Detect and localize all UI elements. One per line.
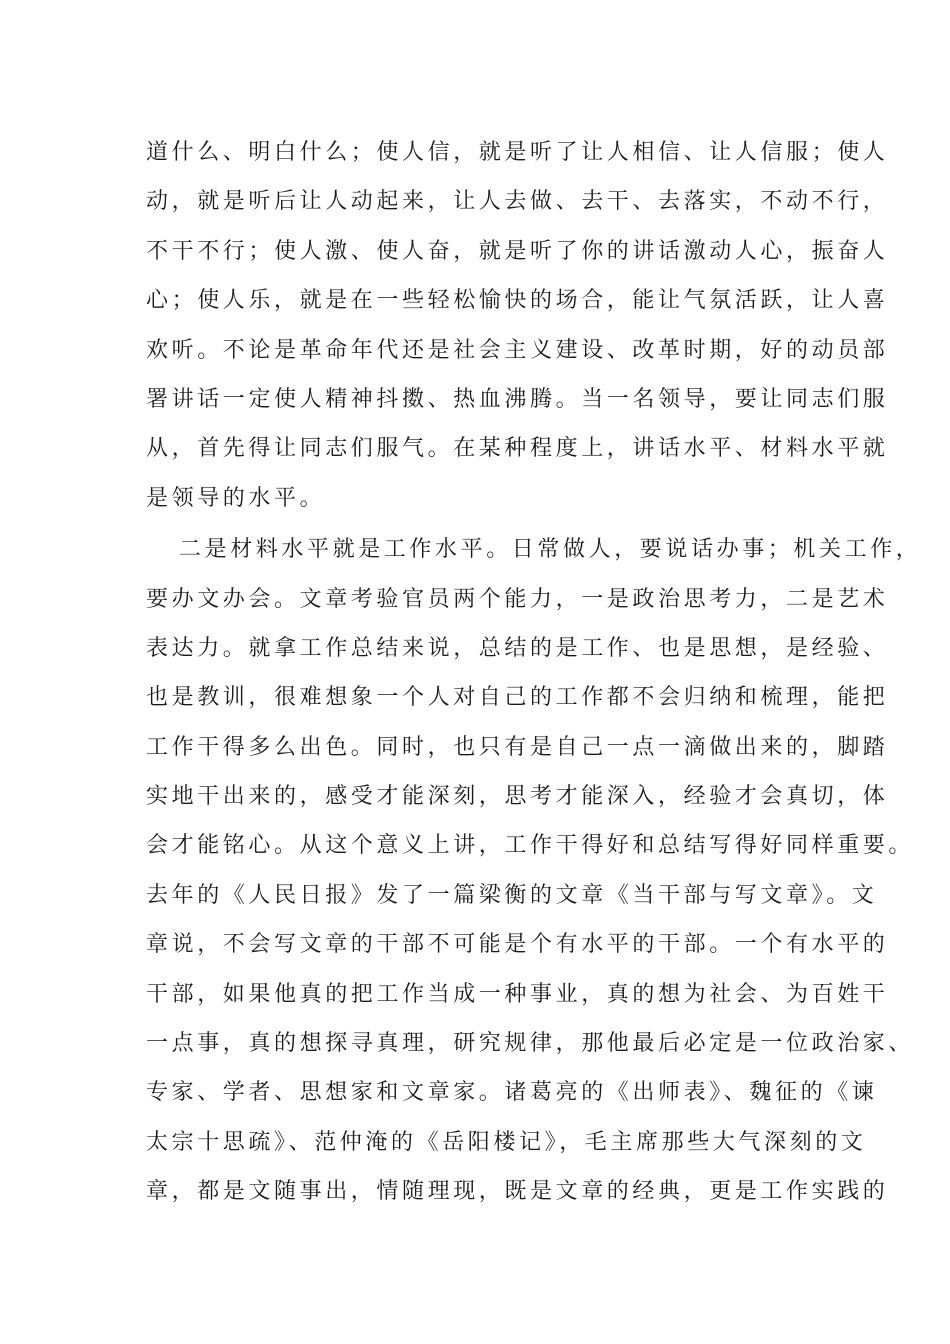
text-line: 也是教训，很难想象一个人对自己的工作都不会归纳和梳理，能把 bbox=[146, 685, 889, 711]
text-line: 干部，如果他真的把工作当成一种事业，真的想为社会、为百姓干 bbox=[146, 981, 889, 1007]
text-line: 不干不行；使人激、使人奋，就是听了你的讲话激动人心，振奋人 bbox=[146, 238, 889, 264]
text-line: 章说，不会写文章的干部不可能是个有水平的干部。一个有水平的 bbox=[146, 932, 889, 958]
text-line: 道什么、明白什么；使人信，就是听了让人相信、让人信服；使人 bbox=[146, 140, 889, 165]
text-line: 实地干出来的，感受才能深刻，思考才能深入，经验才会真切，体 bbox=[146, 784, 889, 810]
text-line: 专家、学者、思想家和文章家。诸葛亮的《出师表》、魏征的《谏 bbox=[146, 1080, 878, 1106]
text-line: 欢听。不论是革命年代还是社会主义建设、改革时期，好的动员部 bbox=[146, 337, 889, 363]
text-line: 表达力。就拿工作总结来说，总结的是工作、也是思想，是经验、 bbox=[146, 635, 889, 661]
text-line: 心；使人乐，就是在一些轻松愉快的场合，能让气氛活跃，让人喜 bbox=[146, 288, 889, 314]
text-line: 会才能铭心。从这个意义上讲，工作干得好和总结写得好同样重要。 bbox=[146, 833, 915, 859]
text-line: 要办文办会。文章考验官员两个能力，一是政治思考力，二是艺术 bbox=[146, 586, 889, 612]
text-line: 去年的《人民日报》发了一篇梁衡的文章《当干部与写文章》。文 bbox=[146, 882, 878, 908]
text-line: 是领导的水平。 bbox=[146, 485, 326, 511]
text-line: 工作干得多么出色。同时，也只有是自己一点一滴做出来的，脚踏 bbox=[146, 734, 889, 760]
text-line: 章，都是文随事出，情随理现，既是文章的经典，更是工作实践的 bbox=[146, 1179, 889, 1205]
text-line: 二是材料水平就是工作水平。日常做人，要说话办事；机关工作， bbox=[179, 537, 922, 563]
text-line: 太宗十思疏》、范仲淹的《岳阳楼记》，毛主席那些大气深刻的文 bbox=[146, 1129, 867, 1155]
text-line: 从，首先得让同志们服气。在某种程度上，讲话水平、材料水平就 bbox=[146, 436, 889, 462]
body-text bbox=[146, 128, 922, 1217]
text-line: 动，就是听后让人动起来，让人去做、去干、去落实，不动不行， bbox=[146, 189, 889, 215]
text-line: 署讲话一定使人精神抖擞、热血沸腾。当一名领导，要让同志们服 bbox=[146, 386, 889, 412]
text-line: 一点事，真的想探寻真理，研究规律，那他最后必定是一位政治家、 bbox=[146, 1031, 915, 1057]
